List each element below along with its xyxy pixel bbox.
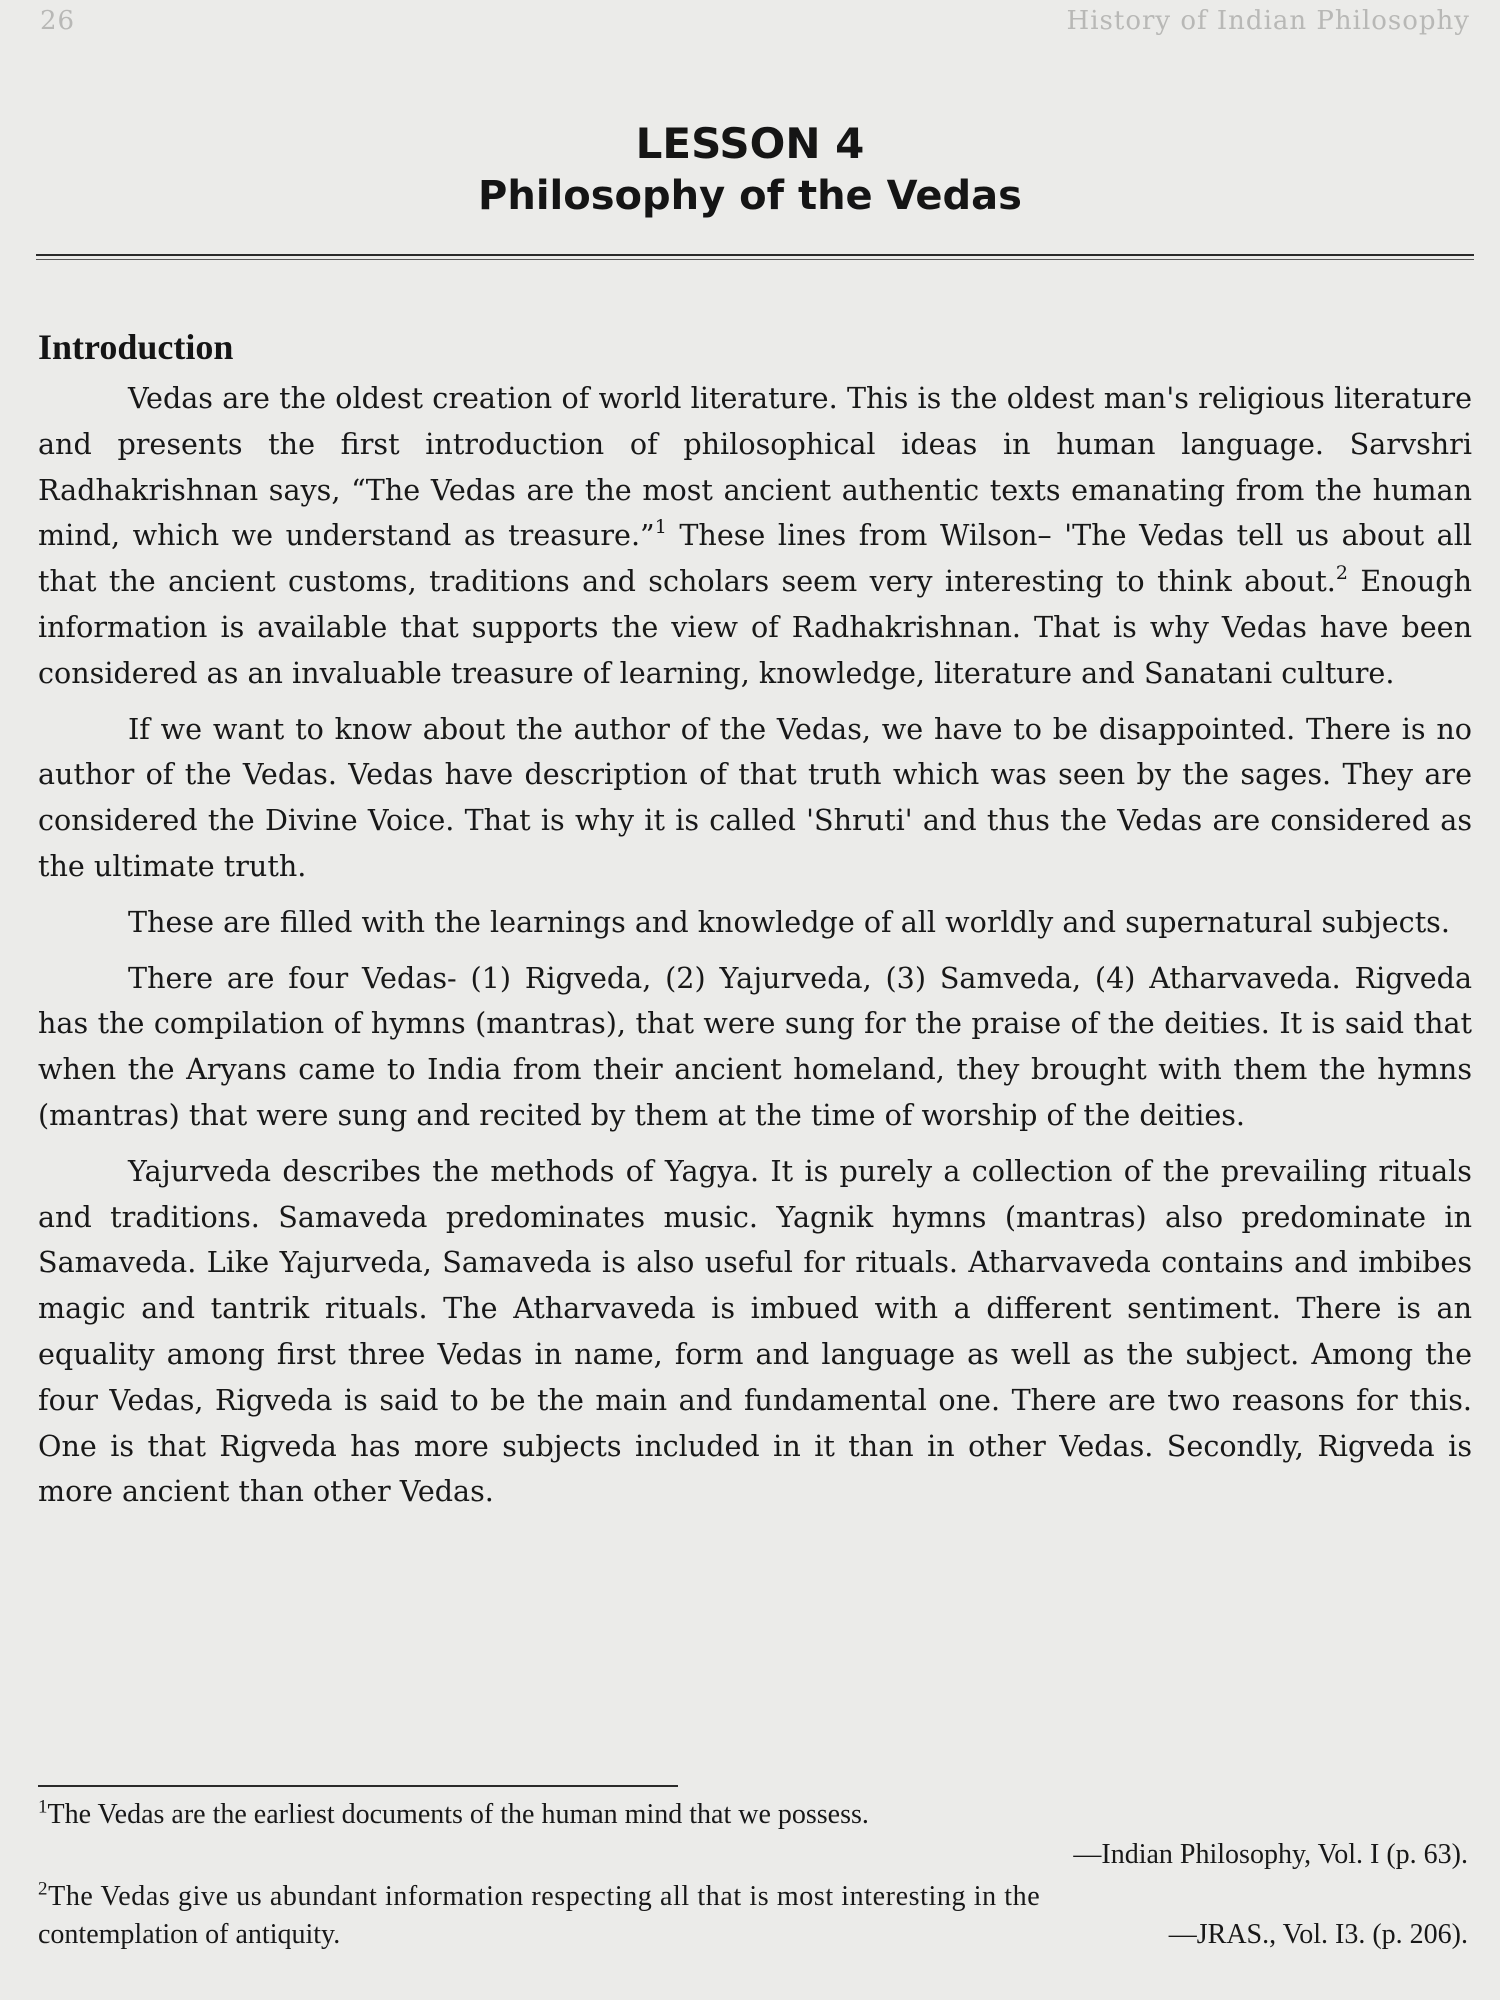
footnote-2 [38, 1878, 1472, 1916]
running-page-number: 26 [40, 6, 76, 36]
footnote-1-source: —Indian Philosophy, Vol. I (p. 63). [1073, 1839, 1468, 1870]
lesson-title: Philosophy of the Vedas [478, 173, 1022, 219]
footnote-text: The Vedas give us abundant information respecting all that is most interesting in the [48, 1881, 1041, 1912]
lesson-label: LESSON 4 [635, 119, 865, 168]
footnote-2-source: —JRAS., Vol. I3. (p. 206). [1168, 1919, 1468, 1950]
title-rule-thin [36, 259, 1474, 260]
paragraph: Vedas are the oldest creation of world literature. This is the oldest man's religious literature and presents the first introduction of philosophical ideas in human language. Sarvshri Radhakrishnan says, “The Vedas are the most ancient authentic texts emanating from the human mind, which we understand as treasure.”$^1$ These lines from Wilson– 'The Vedas tell us about all that the ancient customs, traditions and scholars seem very interesting to think about.$^2$ Enough information is available that supports the view of Radhakrishnan. That is why Vedas have been considered as an invaluable treasure of learning, knowledge, literature and Sanatani culture. [38, 381, 1472, 690]
lesson-heading [0, 118, 1500, 222]
title-rule [36, 254, 1474, 256]
running-header-bleedthrough [30, 6, 1470, 36]
footnote-1 [38, 1796, 1472, 1834]
running-book-title: History of Indian Philosophy [1066, 6, 1470, 36]
body-text [38, 376, 1472, 1515]
paragraph: If we want to know about the author of the Vedas, we have to be disappointed. There is no author of the Vedas. Vedas have description of that truth which was seen by the sages. They are considered the Divine Voice. That is why it is called 'Shruti' and thus the Vedas are considered as the ultimate truth. [38, 711, 1472, 883]
footnote-ref: 2 [1335, 561, 1348, 584]
footnote-mark: 2 [38, 1878, 49, 1900]
paragraph: These are filled with the learnings and knowledge of all worldly and supernatural subjects. [128, 904, 1450, 939]
footnote-rule [38, 1785, 678, 1787]
footnote-text: The Vedas are the earliest documents of the human mind that we possess. [47, 1799, 869, 1830]
footnote-mark: 1 [38, 1796, 48, 1818]
footnote-2-continued [38, 1916, 1472, 1954]
footnote-text-continued: contemplation of antiquity. [38, 1919, 341, 1950]
paragraph: Yajurveda describes the methods of Yagya. It is purely a collection of the prevailing rituals and traditions. Samaveda predominates music. Yagnik hymns (mantras) also predominate in Samaveda. Like Yajurveda, Samaveda is also useful for rituals. Atharvaveda contains and imbibes magic and tantrik rituals. The Atharvaveda is imbued with a different sentiment. There is an equality among first three Vedas in name, form and language as well as the subject. Among the four Vedas, Rigveda is said to be the main and fundamental one. There are two reasons for this. One is that Rigveda has more subjects included in it than in other Vedas. Secondly, Rigveda is more ancient than other Vedas. [38, 1153, 1472, 1509]
section-heading: Introduction [38, 327, 234, 367]
footnotes [38, 1796, 1472, 1954]
paragraph: There are four Vedas- (1) Rigveda, (2) Yajurveda, (3) Samveda, (4) Atharvaveda. Rigveda has the compilation of hymns (mantras), that were sung for the praise of the deities. It is said that when the Aryans came to India from their ancient homeland, they brought with them the hymns (mantras) that were sung and recited by them at the time of worship of the deities. [38, 960, 1472, 1132]
footnote-ref: 1 [654, 515, 667, 538]
